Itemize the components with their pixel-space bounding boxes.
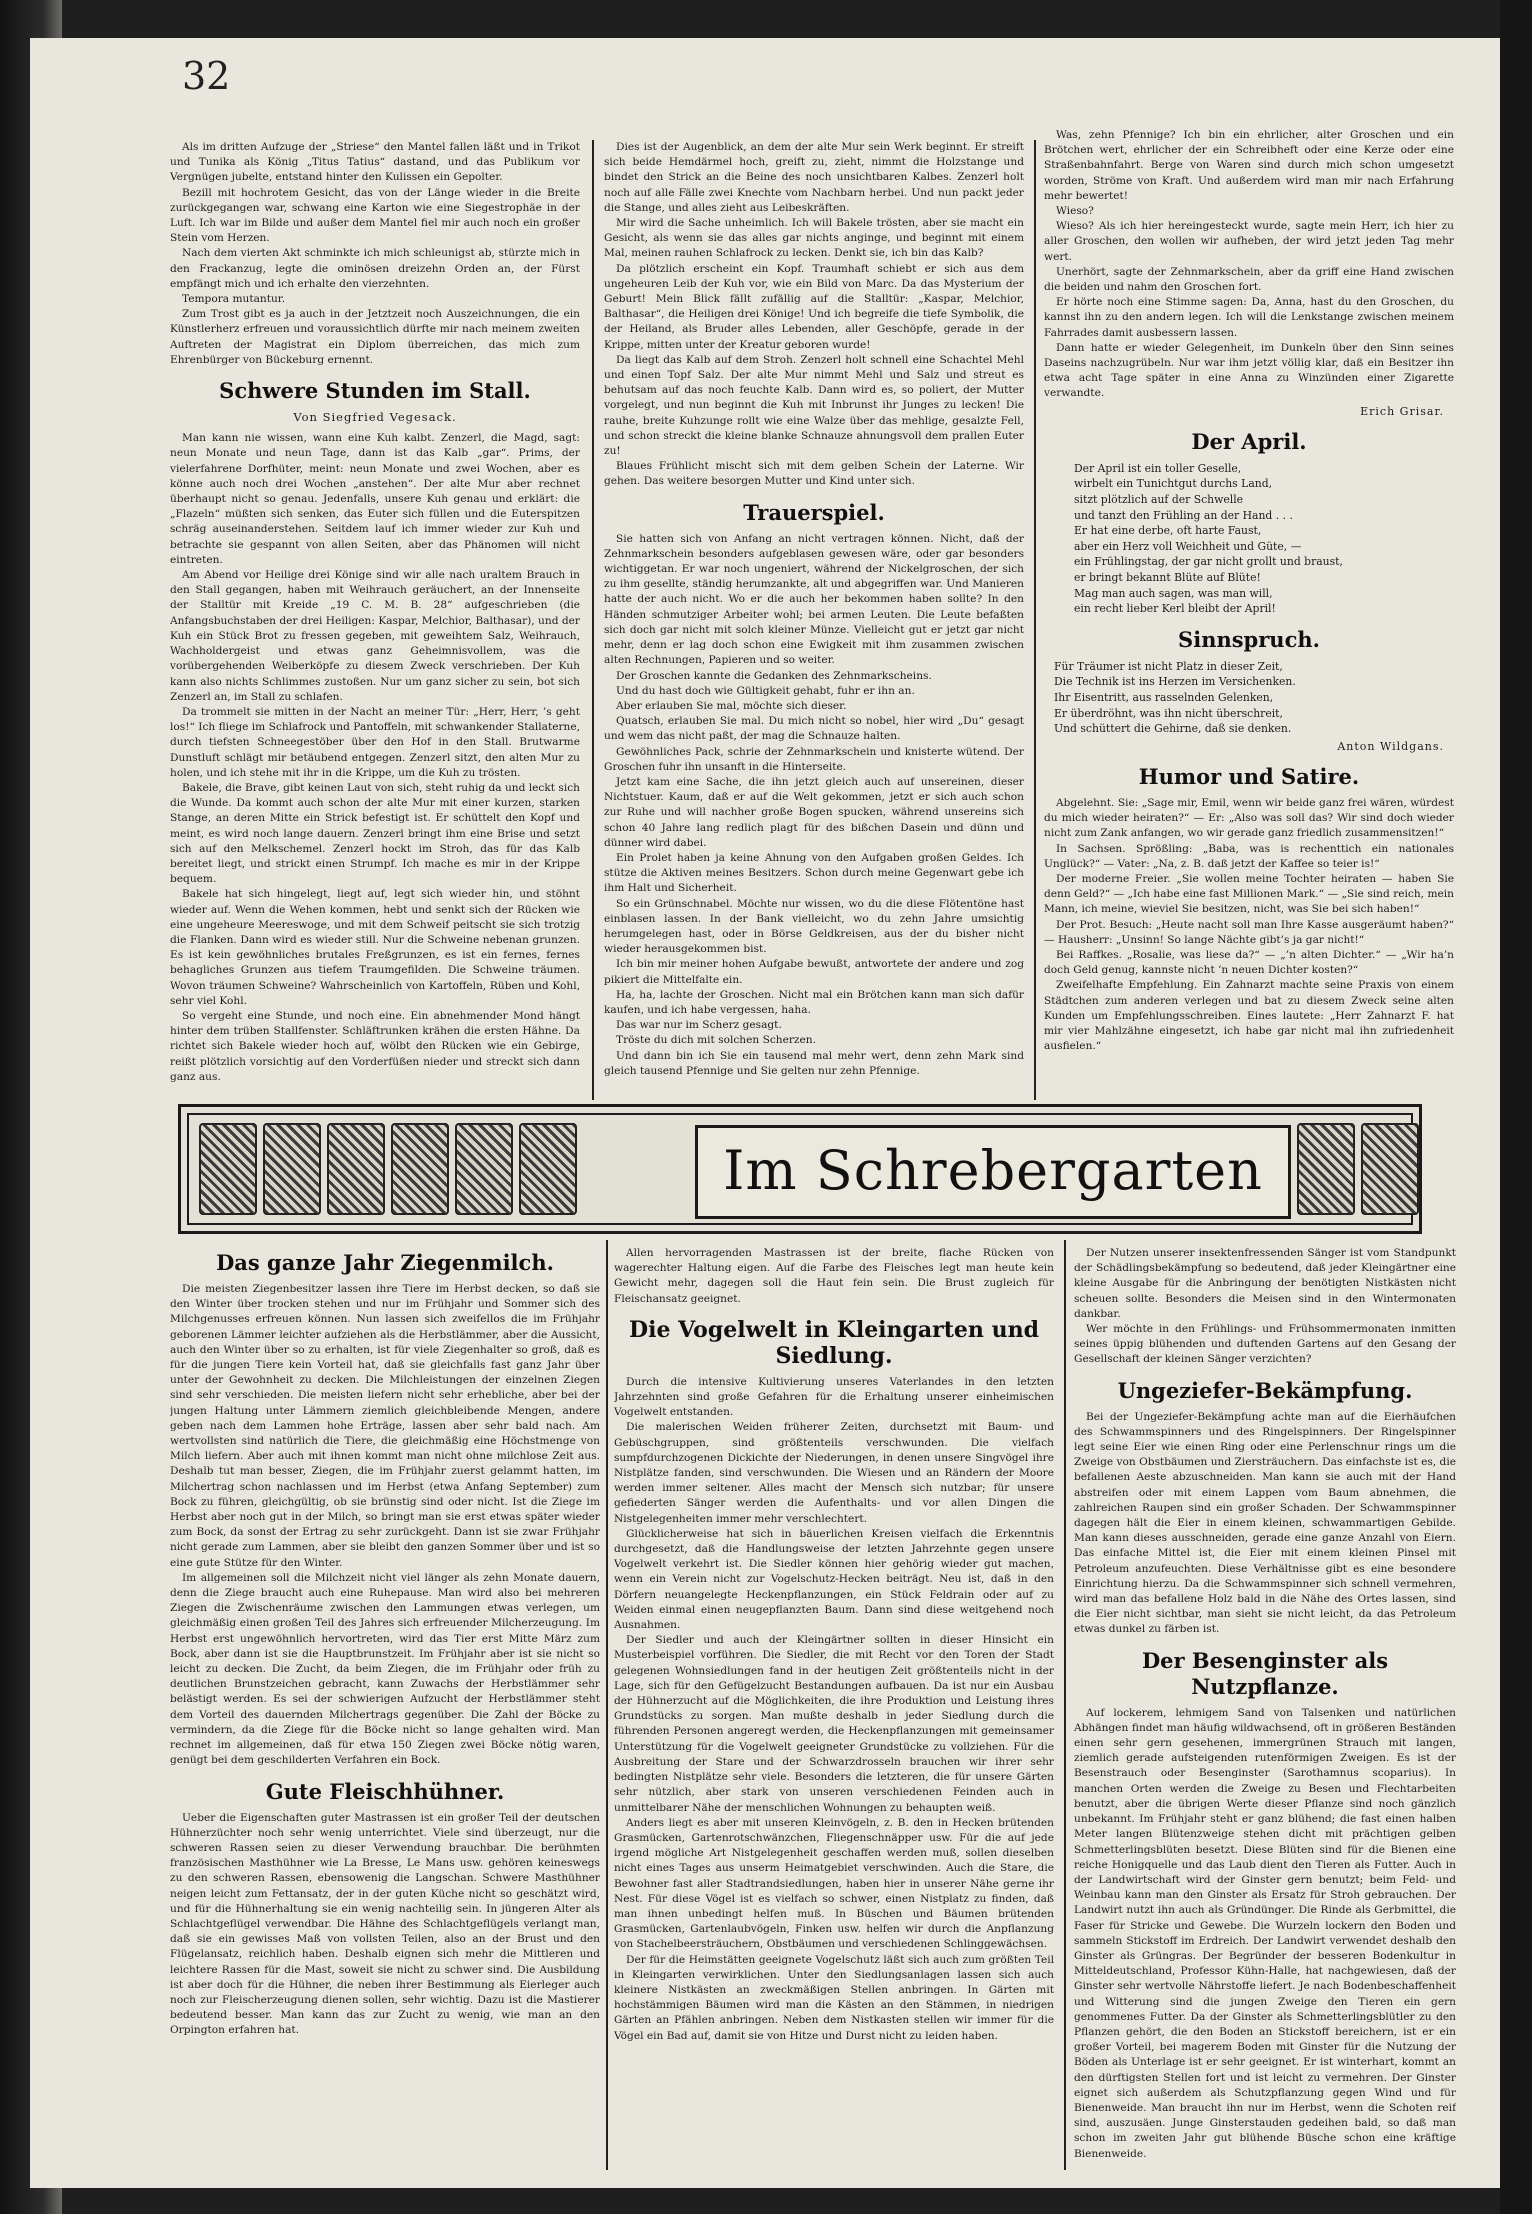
paragraph: Wieso? bbox=[1056, 205, 1094, 218]
article-title: Die Vogelwelt in Kleingarten und Siedlung. bbox=[629, 1316, 1039, 1369]
paragraph: Durch die intensive Kultivierung unseres Vaterlandes in den letzten Jahrzehnten sind große Gefahren für die Erhaltung unserer einheimischen Vogelwelt entstanden. bbox=[614, 1375, 1054, 1419]
paragraph: So vergeht eine Stunde, und noch eine. Ein abnehmender Mond hängt hinter dem trüben Stallfenster. Schläftrunken krähen die ersten Hähne. Da richtet sich Bakele wieder hoch auf, wölbt den Rücken wie ein Gebirge, reißt plötzlich vorsichtig auf den Vorderfüßen nieder und streckt sich dann ganz aus. bbox=[170, 1009, 580, 1083]
paragraph: Der Prot. Besuch: „Heute nacht soll man Ihre Kasse ausgeräumt haben?“ — Hausherr: „Unsinn! So lange Nächte gibt’s ja gar nicht!“ bbox=[1044, 918, 1454, 946]
paragraph: Ich bin mir meiner hohen Aufgabe bewußt, antwortete der andere und zog pikiert die Mittelfalte ein. bbox=[604, 958, 1024, 986]
author-signature: Erich Grisar. bbox=[1360, 404, 1444, 418]
ornament-tile bbox=[455, 1123, 513, 1215]
paragraph: Zweifelhafte Empfehlung. Ein Zahnarzt machte seine Praxis von einem Städtchen zum anderen verlegen und bat zu diesem Zweck seine alten Kunden um Empfehlungsschreiben. Eines lautete: „Herr Zahnarzt F. hat mir vier Mahlzähne eingesetzt, ich habe gar nicht mal ihn zufriedenheit ausfielen.“ bbox=[1044, 979, 1454, 1053]
paragraph: Bakele hat sich hingelegt, liegt auf, legt sich wieder hin, und stöhnt wieder auf. Wenn die Wehen kommen, hebt und senkt sich der Rücken wie eine ungeheure Meereswoge, und mit dem Schweif peitscht sie sich trotzig die Flanken. Dann wird es wieder still. Nur die Schweine nebenan grunzen. Es ist kein gewöhnliches brutales Freßgrunzen, es ist ein fernes, fernes behagliches Grunzen aus tiefem Traumgefilden. Die Schweine träumen. Wovon träumen Schweine? Wahrscheinlich von Kartoffeln, Rüben und Kohl, sehr viel Kohl. bbox=[170, 888, 580, 1007]
paragraph: Bei der Ungeziefer-Bekämpfung achte man auf die Eierhäufchen des Schwammspinners und des Ringelspinners. Der Ringelspinner legt seine Eier wie einen Ring oder eine Perlenschnur rings um die Zweige von Obstbäumen und Ziersträuchern. Das einfachste ist es, die befallenen Aeste abzuschneiden. Man kann sie auch mit der Hand abstreifen oder mit einem Lappen vom Baum abnehmen, die zahlreichen Raupen sind ein großer Schaden. Der Schwammspinner dagegen hält die Eier in einem kleinen, schwammartigen Gebilde. Man kann dieses ausschneiden, gerade eine ganze Anzahl von Eiern. Das einfache Mittel ist, die Eier mit einem kleinen Pinsel mit Petroleum anzufeuchten. Diese Verhältnisse gibt es eine besondere Einrichtung hierzu. Da die Schwammspinner sich schnell vermehren, wird man das befallene Holz bald in die Nähe des Ortes lassen, sind die Eier nicht sichtbar, man sieht sie nicht leicht, da das Petroleum etwas dunkel zu färben ist. bbox=[1074, 1410, 1456, 1636]
paragraph: Bakele, die Brave, gibt keinen Laut von sich, steht ruhig da und leckt sich die Wunde. Da kommt auch schon der alte Mur mit einer kurzen, starken Stange, an deren Mitte ein Strick befestigt ist. Er schüttelt den Kopf und meint, es wird noch lange dauern. Zenzerl bringt ihm eine Brise und setzt sich auf den Melkschemel. Zenzerl hockt im Stroh, das für das Kalb bereitet liegt, und strickt einen Strumpf. Ich mache es mir in der Krippe bequem. bbox=[170, 781, 580, 886]
column-rule bbox=[592, 140, 594, 1100]
article-title: Gute Fleischhühner. bbox=[265, 1778, 505, 1804]
paragraph: Das war nur im Scherz gesagt. bbox=[616, 1019, 782, 1032]
paragraph: Da liegt das Kalb auf dem Stroh. Zenzerl holt schnell eine Schachtel Mehl und einen Topf Salz. Der alte Mur nimmt Mehl und Salz und streut es behutsam auf das noch feuchte Kalb. Dann wird es, so poliert, der Mutter vorgelegt, und nun beginnt die Kuh mit Inbrunst ihr Junges zu lecken! Die rauhe, breite Kuhzunge rollt wie eine Walze über das mehlige, gesalzte Fell, und schon streckt die kleine blanke Schnauze ahnungsvoll dem prallen Euter zu! bbox=[604, 353, 1024, 458]
paragraph: Nach dem vierten Akt schminkte ich mich schleunigst ab, stürzte mich in den Frackanzug, legte die ominösen dreizehn Orden an, der Fürst empfängt mich und ich erhalte den vierzehnten. bbox=[170, 247, 580, 290]
paragraph: Der Nutzen unserer insektenfressenden Sänger ist vom Standpunkt der Schädlingsbekämpfung so bedeutend, daß jeder Kleingärtner eine kleine Ausgabe für die Anbringung der benötigten Nistkästen nicht scheuen sollte. Besonders die Meisen sind in den Wintermonaten dankbar. bbox=[1074, 1247, 1456, 1320]
paragraph: Dies ist der Augenblick, an dem der alte Mur sein Werk beginnt. Er streift sich beide Hemdärmel hoch, greift zu, zieht, nimmt die Holzstange und bindet den Strick an die Beine des noch unsichtbaren Kalbes. Zenzerl holt noch auf alle Fälle zwei Knechte vom Nachbarn herbei. Und nun packt jeder die Stange, und alles zieht aus Leibeskräften. bbox=[604, 141, 1024, 214]
article-title: Ungeziefer-Bekämpfung. bbox=[1117, 1377, 1413, 1403]
paragraph: Wer möchte in den Frühlings- und Frühsommermonaten inmitten seines üppig blühenden und duftenden Gartens auf den Gesang der Gesellschaft der kleinen Sänger verzichten? bbox=[1074, 1323, 1456, 1366]
paragraph: Mir wird die Sache unheimlich. Ich will Bakele trösten, aber sie macht ein Gesicht, als wenn sie das alles gar nichts anginge, und beginnt mit einem Mal, meinen rauhen Schlafrock zu lecken. Denkt sie, ich bin das Kalb? bbox=[604, 217, 1024, 260]
paragraph: Allen hervorragenden Mastrassen ist der breite, flache Rücken von wagerechter Haltung eigen. Auf die Farbe des Fleisches legt man heute kein Gewicht mehr, dagegen soll die Haut fein sein. Die Brust zugleich für Fleischansatz geeignet. bbox=[614, 1247, 1054, 1305]
ornament-tile bbox=[519, 1123, 577, 1215]
paragraph: Da trommelt sie mitten in der Nacht an meiner Tür: „Herr, Herr, ’s geht los!“ Ich fliege im Schlafrock und Pantoffeln, mit schwankender Stallaterne, durch tiefsten Schneegestöber über den Hof in den Stall. Brutwarme Dunstluft schlägt mir betäubend entgegen. Zenzerl sitzt, den alten Mur zu holen, und ich stehe mit ihr in die Krippe, um die Kuh zu trösten. bbox=[170, 705, 580, 779]
paragraph: Am Abend vor Heilige drei Könige sind wir alle nach uraltem Brauch in den Stall gegangen, haben mit Weihrauch geräuchert, an der Innenseite der Stalltür mit Kreide „19 C. M. B. 28“ aufgeschrieben (die Anfangsbuchstaben der drei Heiligen: Kaspar, Melchior, Balthasar), und der Kuh ein Stück Brot zu fressen gegeben, mit geweihtem Salz, Weihrauch, Wachholdergeist und etwas ganz Geheimnisvollem, was die vorübergehenden Weiberköpfe zu diesem Zweck verschrieben. Der Kuh kann also nichts Schlimmes zustoßen. Nur um ganz sicher zu sein, bot sich Zenzerl an, im Stall zu schlafen. bbox=[170, 569, 580, 703]
article-byline: Von Siegfried Vegesack. bbox=[293, 410, 457, 425]
paragraph: Der für die Heimstätten geeignete Vogelschutz läßt sich auch zum größten Teil in Kleingarten verwirklichen. Unter den Siedlungsanlagen lassen sich auch kleinere Nistkästen an zweckmäßigen Stellen anbringen. In Gärten mit hochstämmigen Bäumen wird man die Kästen an den Stämmen, in niedrigen Gärten an Pfählen anbringen. Neben dem Nistkasten stellen wir immer für die Vögel ein Bad auf, damit sie von Hitze und Durst nicht zu leiden haben. bbox=[614, 1953, 1054, 2042]
paragraph: Zum Trost gibt es ja auch in der Jetztzeit noch Auszeichnungen, die ein Künstlerherz erfreuen und voraussichtlich dürfte mir nach meinem zweiten Auftreten der Magistrat ein Diplom überreichen, das mich zum Ehrenbürger von Bückeburg ernennt. bbox=[170, 308, 580, 366]
poem-text: Für Träumer ist nicht Platz in dieser Zeit, Die Technik ist ins Herzen im Versichenken. Ihr Eisentritt, aus rasselnden Gelenken, Er überdröhnt, was ihn nicht überschreit, Und schüttert die Gehirne, daß sie denken. bbox=[1054, 659, 1296, 736]
paragraph: Da plötzlich erscheint ein Kopf. Traumhaft schiebt er sich aus dem ungeheuren Leib der Kuh vor, wie ein Bild von Marc. Da das Mysterium der Geburt! Mein Blick fällt zufällig auf die Stalltür: „Kaspar, Melchior, Balthasar“, die Heiligen drei Könige! Und ich begreife die tiefe Symbolik, die der Heiland, als Bruder alles Lebenden, aller Geschöpfe, gerade in der Krippe, mitten unter der Kreatur geboren wurde! bbox=[604, 262, 1024, 351]
paragraph: Bei Raffkes. „Rosalie, was liese da?“ — „’n alten Dichter.“ — „Wir ha’n doch Geld genug, kannste nicht ’n neuen Dichter kosten?“ bbox=[1044, 949, 1454, 977]
page-edge bbox=[1500, 0, 1532, 2214]
paragraph: Anders liegt es aber mit unseren Kleinvögeln, z. B. den in Hecken brütenden Grasmücken, Gartenrotschwänzchen, Fliegenschnäpper usw. Für die auf jede irgend mögliche Art Nistgelegenheit geschaffen werden muß, sollen dieselben nicht eines Tages aus unserm Heimatgebiet verschwinden. Auch die Stare, die Bewohner fast aller Stadtrandsiedlungen, haben hier in unserer Nähe gerne ihr Nest. Für diese Vögel ist es vielfach so schwer, einen Nistplatz zu finden, daß man ihnen unbedingt helfen muß. In Büschen und Bäumen brütenden Grasmücken, Gartenlaubvögeln, Finken usw. helfen wir durch die Anpflanzung von Stachelbeersträuchern, Obstbäumen und verschiedenen Schlinggewächsen. bbox=[614, 1816, 1054, 1951]
paragraph: Ein Prolet haben ja keine Ahnung von den Aufgaben großen Geldes. Ich stütze die Aktiven meines Besitzers. Schon durch meine Gegenwart gebe ich ihm Halt und Sicherheit. bbox=[604, 851, 1024, 895]
paragraph: Tempora mutantur. bbox=[182, 293, 286, 306]
banner-ornament-left bbox=[199, 1123, 577, 1213]
paragraph: Quatsch, erlauben Sie mal. Du mich nicht so nobel, hier wird „Du“ gesagt und wem das nicht paßt, der mag die Schnauze halten. bbox=[604, 715, 1024, 743]
paragraph: Glücklicherweise hat sich in bäuerlichen Kreisen vielfach die Erkenntnis durchgesetzt, daß die Handlungsweise der letzten Jahrzehnte gegen unsere Vogelwelt verkehrt ist. Die Siedler können hier gehörig wieder gut machen, wenn ein Verein nicht zur Vogelschutz-Hecken beiträgt. Neu ist, daß in den Dörfern neuangelegte Heckenpflanzungen, ein Stück Feldrain oder auf zu Weiden einmal einen neugepflanzten Baum. Dann sind diese weitgehend noch Ausnahmen. bbox=[614, 1527, 1054, 1632]
bottom-column-2 bbox=[614, 1246, 1054, 2170]
paragraph: Tröste du dich mit solchen Scherzen. bbox=[616, 1034, 816, 1047]
paragraph: Die malerischen Weiden früherer Zeiten, durchsetzt mit Baum- und Gebüschgruppen, sind größtenteils verschwunden. Die vielfach sumpfdurchzogenen Dickichte der Niederungen, in denen unsere Singvögel ihre Nistplätze fanden, sind verschwunden. Die Wiesen und an Rändern der Moore werden immer seltener. Alles macht der Mensch sich nutzbar; für unsere gefiederten Sänger werden die Aufenthalts- und vor allen Dingen die Nistgelegenheiten immer mehr verschlechtert. bbox=[614, 1421, 1054, 1525]
paragraph: Sie hatten sich von Anfang an nicht vertragen können. Nicht, daß der Zehnmarkschein besonders aufgeblasen gewesen wäre, oder gar besonders wichtiggetan. Er war noch ungeniert, während der Nickelgroschen, der sich zu ihm gesellte, ständig herumzankte, alt und abgegriffen war. Und Manieren hatte der auch nicht. Wo er die auch her bekommen haben sollte? In den Händen schmutziger Arbeiter wohl; bei armen Leuten. Die Leute befaßten sich doch gar nicht mit solch kleiner Münze. Vielleicht gut er jetzt gar nicht mehr, denn er lag doch schon eine Ewigkeit mit ihm zusammen zwischen alten Rechnungen, Papieren und so weiter. bbox=[604, 532, 1024, 667]
section-banner bbox=[178, 1104, 1422, 1234]
banner-title: Im Schrebergarten bbox=[695, 1125, 1291, 1219]
paragraph: Wieso? Als ich hier hereingesteckt wurde, sagte mein Herr, ich hier zu aller Groschen, den wollen wir aufheben, der wird jetzt jeden Tag mehr wert. bbox=[1044, 220, 1454, 263]
ornament-tile bbox=[263, 1123, 321, 1215]
article-title: Trauerspiel. bbox=[743, 499, 885, 525]
ornament-tile bbox=[199, 1123, 257, 1215]
paragraph: Als im dritten Aufzuge der „Striese“ den Mantel fallen läßt und in Trikot und Tunika als König „Titus Tatius“ dastand, und das Publikum vor Vergnügen jubelte, entstand hinter den Kulissen ein Gepolter. bbox=[170, 141, 580, 184]
paragraph: Jetzt kam eine Sache, die ihn jetzt gleich auch auf unsereinen, dieser Nichtstuer. Kaum, daß er auf die Welt gekommen, jetzt er sich auch schon zur Ruhe und will nachher große Bogen spucken, während unsereins sich schon 40 Jahre lang redlich plagt für des bißchen Dasein und dünn und dünner wird dabei. bbox=[604, 775, 1024, 849]
paragraph: Der Groschen kannte die Gedanken des Zehnmarkscheins. bbox=[616, 669, 932, 682]
paragraph: Ha, ha, lachte der Groschen. Nicht mal ein Brötchen kann man sich dafür kaufen, und ich habe vergessen, haha. bbox=[604, 988, 1024, 1016]
paragraph: Bezill mit hochrotem Gesicht, das von der Länge wieder in die Breite zurückgegangen war, schwang eine Karton wie eine Siegestrophäe in der Luft. Ich war im Bilde und außer dem Mantel fiel mir auch noch ein großer Stein vom Herzen. bbox=[170, 186, 580, 245]
column-rule bbox=[606, 1240, 608, 2170]
paragraph: Ueber die Eigenschaften guter Mastrassen ist ein großer Teil der deutschen Hühnerzüchter noch sehr wenig unterrichtet. Viele sind überzeugt, nur die schweren Rassen seien zu dieser Verwendung brauchbar. Die berühmten französischen Masthühner wie La Bresse, Le Mans usw. gehören keineswegs zu den schweren Rassen, ebensowenig die Langschan. Schwere Masthühner neigen leicht zum Fettansatz, der in der guten Küche nicht so geschätzt wird, und für die Hühnerhaltung sie ein wenig nachteilig sein. In jüngeren Alter als Schlachtgeflügel verwendbar. Die Hähne des Schlachtgeflügels verlangt man, daß sie ein gewisses Maß von vollsten Teilen, also an der Brust und den Flügelansatz, reichlich haben. Deshalb eignen sich mehr die Mittleren und leichtere Rassen für die Mast, soweit sie nicht zu schwer sind. Die Ausbildung ist aber doch für die Hühner, die neben ihrer Bestimmung als Eierleger auch noch zur Fleischerzeugung dienen sollen, sehr wichtig. Dazu ist die Mastierer bedeutend besser. Man kann das zur Zucht zu wenig, wie man an den Orpington erfahren hat. bbox=[170, 1811, 600, 2037]
paragraph: Der Siedler und auch der Kleingärtner sollten in dieser Hinsicht ein Musterbeispiel vorführen. Die Siedler, die mit Recht vor den Toren der Stadt gelegenen Wohnsiedlungen fand in der heutigen Zeit größtenteils nicht in der Lage, sich für den Gefügelzucht Bestandungen aufbauen. Da ist nur ein Ausbau der Hühnerzucht auf die Möglichkeiten, die ihre Produktion und Leistung ihres Grundstücks zu sorgen. Man mußte deshalb in jeder Siedlung durch die führenden Personen angeregt werden, die Heckenpflanzungen mit gemeinsamer Unterstützung für die Vogelwelt geeigneter Grundstücke zu vollziehen. Für die Ausbreitung der Stare und der Schwarzdrosseln brauchen wir ihrer sehr bedingten Nistplätze sehr viele. Besonders die letzteren, die für unsere Gärten sehr nützlich, aber stark von unseren verschiedenen Feinden auch in unmittelbarer Nähe der menschlichen Wohnungen zu behaupten weiß. bbox=[614, 1634, 1054, 1814]
paragraph: Die meisten Ziegenbesitzer lassen ihre Tiere im Herbst decken, so daß sie den Winter über trocken stehen und nur im Frühjahr und Sommer sich des Milchgenusses erfreuen können. Nun lassen sich zweifellos die im Frühjahr geborenen Lämmer leichter aufziehen als die Herbstlämmer, aber die Aussicht, auch den Winter über so zu erhalten, ist für viele Ziegenhalter so groß, daß es für die jungen Tiere kein Vorteil hat, daß sie gleichfalls fast ganz Jahr über unter der Gewohnheit zu decken. Die Milchleistungen der einzelnen Ziegen sind sehr verschieden. Die meisten liefern nicht sehr erhebliche, aber bei der jungen Haltung unter Lämmern ziemlich gleichbleibende Mengen, andere geben nach dem Lammen hohe Erträge, lassen aber sehr bald nach. Am wertvollsten sind natürlich die Tiere, die gleichmäßig eine Höchstmenge von Milch liefern. Aber auch mit ihnen kommt man nicht ohne milchlose Zeit aus. Deshalb tut man besser, Ziegen, die im Frühjahr zuerst gelammt hatten, im Milchertrag schon nachlassen und im Herbst (etwa Anfang September) zum Bock zu führen, gleichgültig, ob sie brünstig sind oder nicht. Ist die Ziege im Herbst aber noch gut in der Milch, so bringt man sie erst etwas später wieder zum Bock, da sonst der Ertrag zu sehr zurückgeht. Dann ist sie zwar Frühjahr nicht gerade zum Lammen, aber sie bleibt den ganzen Sommer über und ist so eine gute Stütze für den Winter. bbox=[170, 1283, 600, 1569]
top-column-2 bbox=[604, 140, 1024, 1100]
ornament-tile bbox=[327, 1123, 385, 1215]
column-rule bbox=[1034, 140, 1036, 1100]
paragraph: Blaues Frühlicht mischt sich mit dem gelben Schein der Laterne. Wir gehen. Das weitere besorgen Mutter und Kind unter sich. bbox=[604, 460, 1024, 488]
bottom-column-3 bbox=[1074, 1246, 1456, 2170]
ornament-tile bbox=[1361, 1123, 1419, 1215]
poem-title: Der April. bbox=[1191, 428, 1307, 454]
article-title: Das ganze Jahr Ziegenmilch. bbox=[216, 1250, 554, 1275]
paragraph: Was, zehn Pfennige? Ich bin ein ehrlicher, alter Groschen und ein Brötchen wert, ehrlicher der ein Schreibheft oder eine Kerze oder eine Straßenbahnfahrt. Berge von Waren sind durch mich schon umgesetzt worden, Ströme von Kraft. Und außerdem wird man mir nach Erfahrung mehr bewertet! bbox=[1044, 129, 1454, 202]
author-signature: Anton Wildgans. bbox=[1337, 739, 1444, 753]
paragraph: Auf lockerem, lehmigem Sand von Talsenken und natürlichen Abhängen findet man häufig wildwachsend, oft in größeren Beständen einen sehr gern gesehenen, immergrünen Strauch mit langen, ziemlich gerade aufsteigenden rutenförmigen Zweigen. Es ist der Besenstrauch oder Besenginster (Sarothamnus scoparius). In manchen Orten werden die Zweige zu Besen und Flechtarbeiten benutzt, aber die übrigen Werte dieser Pflanze sind noch gänzlich unbekannt. Im Frühjahr steht er ganz blühend; die fast einen halben Meter langen Blütenzweige stehen dicht mit prächtigen gelben Schmetterlingsblüten besetzt. Diese Blüten sind für die Bienen eine reiche Honigquelle und das Laub dient den Tieren als Futter. Auch in der Landwirtschaft wird der Ginster gern benutzt; beim Feld- und Weinbau kann man den Ginster als Ersatz für Stroh gebrauchen. Der Landwirt nutzt ihn auch als Gründünger. Die Rinde als Gerbmittel, die Faser für Stricke und Gewebe. Die Wurzeln lockern den Boden und sammeln Stickstoff im Erdreich. Der Landwirt verwendet deshalb den Ginster als Grüngras. Der Begründer der besseren Bodenkultur in Mitteldeutschland, Professor Kühn-Halle, hat nachgewiesen, daß der Ginster sehr wertvolle Nährstoffe liefert. Je nach Bodenbeschaffenheit und Witterung sind die jungen Zweige den Tieren ein gern genommenes Futter. Da der Ginster als Schmetterlingsblütler zu den Pflanzen gehört, die den Boden an Stickstoff bereichern, ist er ein großer Vorteil, bei magerem Boden mit Ginster für die Nutzung der Böden als Unterlage ist er sehr geeignet. Er ist winterhart, kommt an den dürftigsten Stellen fort und ist leicht zu vermehren. Der Ginster eignet sich außerdem als Schutzpflanzung gegen Wind und für Bienenweide. Man braucht ihn nur im Herbst, wenn die Schoten reif sind, auszusäen. Junge Ginsterstauden gedeihen bald, so daß man schon im zweiten Jahr gut blühende Büsche schon eine kräftige Bienenweide. bbox=[1074, 1706, 1456, 2160]
paragraph: Im allgemeinen soll die Milchzeit nicht viel länger als zehn Monate dauern, denn die Ziege braucht auch eine Ruhepause. Man wird also bei mehreren Ziegen die Zwischenräume zwischen den Lammungen etwas verlegen, um gleichmäßig einen großen Teil des Jahres sich erfreuender Milcherzeugung. Im Herbst erst ungewöhnlich hervortreten, wird das Tier erst Mitte März zum Bock, aber dann ist sie die Hauptbrunstzeit. Im Frühjahr aber ist sie nicht so leicht zu decken. Die Zucht, da beim Ziegen, die im Frühjahr oder früh zu deutlichen Brunstzeichen gebracht, kann Zuwachs der Herbstlämmer sehr belästigt werden. Es sei der schwierigen Aufzucht der Herbstlämmer steht dem Vorteil des dauernden Milchertrags gegenüber. Die Zahl der Böcke zu vermindern, da die Ziege für die Böcke nicht so lange gehalten wird. Man rechnet im allgemeinen, daß für etwa 150 Ziegen zwei Böcke nötig waren, genügt bei dem geschilderten Verfahren ein Bock. bbox=[170, 1571, 600, 1767]
bottom-column-1 bbox=[170, 1240, 600, 2170]
section-title: Humor und Satire. bbox=[1138, 763, 1360, 789]
paragraph: Der moderne Freier. „Sie wollen meine Tochter heiraten — haben Sie denn Geld?“ — „Ich habe eine fast Millionen Mark.“ — „Sie sind reich, mein Mann, ich meine, wieviel Sie besitzen, nicht, was Sie bei sich haben!“ bbox=[1044, 872, 1454, 916]
top-column-3 bbox=[1044, 128, 1454, 1100]
paragraph: Abgelehnt. Sie: „Sage mir, Emil, wenn wir beide ganz frei wären, würdest du mich wieder heiraten?“ — Er: „Also was soll das? Wir sind doch wieder nicht zum Zank anfangen, wo wir gerade ganz friedlich zusammensitzen!“ bbox=[1044, 796, 1454, 840]
paragraph: Und du hast doch wie Gültigkeit gehabt, fuhr er ihn an. bbox=[616, 684, 915, 697]
article-title: Der Besenginster als Nutzpflanze. bbox=[1141, 1647, 1389, 1699]
column-rule bbox=[1064, 1240, 1066, 2170]
ornament-tile bbox=[391, 1123, 449, 1215]
poem-text: Der April ist ein toller Geselle, wirbelt ein Tunichtgut durchs Land, sitzt plötzlich auf der Schwelle und tanzt den Frühling an der Hand . . . Er hat eine derbe, oft harte Faust, aber ein Herz voll Weichheit und Güte, — ein Frühlingstag, der gar nicht grollt und braust, er bringt bekannt Blüte auf Blüte! Mag man auch sagen, was man will, ein recht lieber Kerl bleibt der April! bbox=[1074, 461, 1343, 616]
paragraph: Aber erlauben Sie mal, möchte sich dieser. bbox=[616, 699, 847, 712]
poem-title: Sinnspruch. bbox=[1178, 626, 1320, 652]
paragraph: Und dann bin ich Sie ein tausend mal mehr wert, denn zehn Mark sind gleich tausend Pfennige und Sie gelten nur zehn Pfennige. bbox=[604, 1049, 1024, 1077]
banner-ornament-right bbox=[1297, 1123, 1419, 1213]
paragraph: In Sachsen. Sprößling: „Baba, was is rechenttich ein nationales Unglück?“ — Vater: „Na, z. B. daß jetzt der Kaffee so teier is!“ bbox=[1044, 842, 1454, 870]
paragraph: Man kann nie wissen, wann eine Kuh kalbt. Zenzerl, die Magd, sagt: neun Monate und neun Tage, dann ist das Kalb „gar“. Prims, der vielerfahrene Dorfhüter, meint: neun Monate und zwei Wochen, aber es könne auch noch drei Wochen „anstehen“. Der alte Mur aber rechnet überhaupt nicht so genau. Jedenfalls, unsere Kuh genau und erklärt: die „Flazeln“ müßten sich senken, das Euter sich füllen und die Euterspitzen schräg auseinanderstehen. Seitdem lauf ich immer wieder zur Kuh und betrachte sie gespannt von allen Seiten, aber das Phänomen will nicht eintreten. bbox=[170, 432, 580, 566]
top-column-1 bbox=[170, 140, 580, 1100]
paragraph: So ein Grünschnabel. Möchte nur wissen, wo du die diese Flötentöne hast einblasen lassen. In der Bank vielleicht, wo du zehn Jahre umsichtig herumgelegen hast, oder in Börse Geldkreisen, aus der du bisher nicht wieder herausgekommen bist. bbox=[604, 897, 1024, 956]
paragraph: Unerhört, sagte der Zehnmarkschein, aber da griff eine Hand zwischen die beiden und nahm den Groschen fort. bbox=[1044, 265, 1454, 294]
paragraph: Er hörte noch eine Stimme sagen: Da, Anna, hast du den Groschen, du kannst ihn zu den andern legen. Ich will die Lenkstange zwischen meinem Fahrrades damit ausbessern lassen. bbox=[1044, 296, 1454, 339]
paragraph: Gewöhnliches Pack, schrie der Zehnmarkschein und knisterte wütend. Der Groschen fuhr ihn unsanft in die Hinterseite. bbox=[604, 745, 1024, 773]
ornament-tile bbox=[1297, 1123, 1355, 1215]
page-number: 32 bbox=[182, 54, 231, 98]
article-title: Schwere Stunden im Stall. bbox=[219, 378, 531, 404]
paragraph: Dann hatte er wieder Gelegenheit, im Dunkeln über den Sinn seines Daseins nachzugrübeln. Nur war ihm jetzt völlig klar, daß ein Besitzer ihn etwa acht Tage später in eine Anna zu Winzünden einer Zigarette verwandte. bbox=[1044, 341, 1454, 400]
